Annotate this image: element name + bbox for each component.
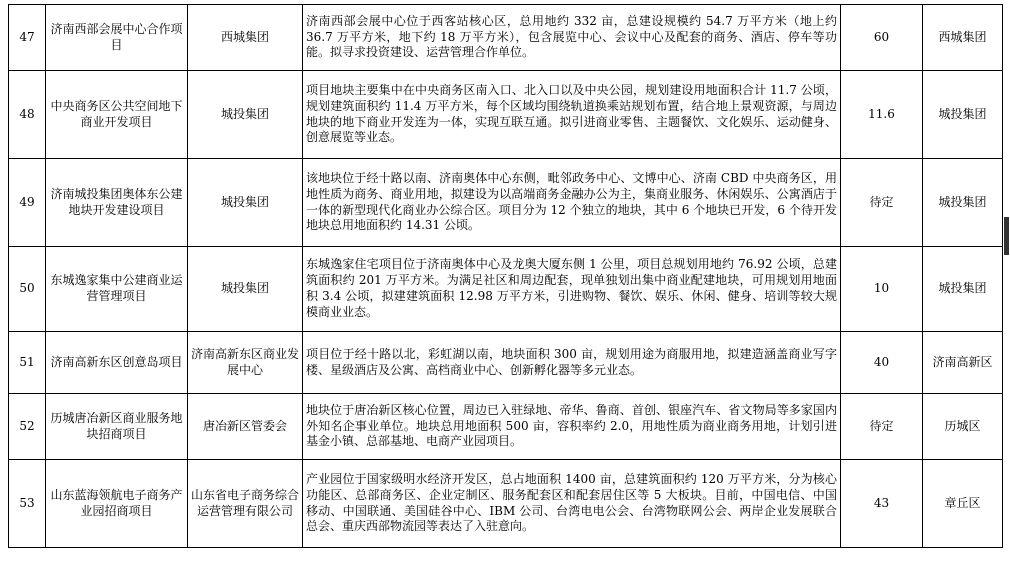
investment-amount: 10 <box>841 247 923 332</box>
project-description: 该地块位于经十路以南、济南奥体中心东侧，毗邻政务中心、文博中心、济南 CBD 中央商务区，用地性质为商务、商业用地，拟建设为以高端商务金融办公为主，集商业服务、休闲娱乐、公寓酒店于一体的新型现代化商业办公综合区。项目分为 12 个独立的地块，其中 6 个地块已开发，6 个待开发地块总用地面积约 14.31 公顷。 <box>303 159 841 247</box>
project-name: 东城逸家集中公建商业运营管理项目 <box>46 247 188 332</box>
responsible-unit: 济南高新东区商业发展中心 <box>188 332 303 394</box>
scrollbar-thumb[interactable] <box>1004 217 1009 255</box>
project-description: 项目地块主要集中在中央商务区南入口、北入口以及中央公园，规划建设用地面积合计 11.7 公顷，规划建筑面积约 11.4 万平方米，每个区域均围绕轨道换乘站规划布置，结合地上景观资源，与周边地块的地下商业开发连为一体，实现互联互通。拟引进商业零售、主题餐饮、文化娱乐、运动健身、创意展览等业态。 <box>303 71 841 159</box>
row-number: 48 <box>9 71 46 159</box>
row-number: 52 <box>9 394 46 460</box>
project-name: 山东蓝海领航电子商务产业园招商项目 <box>46 460 188 548</box>
project-location: 章丘区 <box>923 460 1003 548</box>
project-description: 济南西部会展中心位于西客站核心区，总用地约 332 亩，总建设规模约 54.7 万平方米（地上约 36.7 万平方米，地下约 18 万平方米），包含展览中心、会议中心及配套的商务、酒店、停车等功能。拟寻求投资建设、运营管理合作单位。 <box>303 5 841 71</box>
table-row <box>9 460 1003 548</box>
responsible-unit: 城投集团 <box>188 71 303 159</box>
investment-amount: 待定 <box>841 394 923 460</box>
project-description: 地块位于唐冶新区核心位置，周边已入驻绿地、帝华、鲁商、首创、银座汽车、省文物局等多家国内外知名企事业单位。地块总用地面积 500 亩，容积率约 2.0，用地性质为商业商务用地，计划引进基金小镇、总部基地、电商产业园项目。 <box>303 394 841 460</box>
table-row <box>9 394 1003 460</box>
project-name: 济南西部会展中心合作项目 <box>46 5 188 71</box>
project-location: 城投集团 <box>923 159 1003 247</box>
row-number: 53 <box>9 460 46 548</box>
table-row <box>9 5 1003 71</box>
table-row <box>9 332 1003 394</box>
project-location: 历城区 <box>923 394 1003 460</box>
row-number: 50 <box>9 247 46 332</box>
responsible-unit: 城投集团 <box>188 247 303 332</box>
project-location: 城投集团 <box>923 247 1003 332</box>
table-row <box>9 71 1003 159</box>
row-number: 49 <box>9 159 46 247</box>
investment-amount: 43 <box>841 460 923 548</box>
responsible-unit: 唐冶新区管委会 <box>188 394 303 460</box>
project-name: 中央商务区公共空间地下商业开发项目 <box>46 71 188 159</box>
project-description: 项目位于经十路以北，彩虹湖以南，地块面积 300 亩，规划用途为商服用地，拟建造涵盖商业写字楼、星级酒店及公寓、高档商业中心、创新孵化器等多元业态。 <box>303 332 841 394</box>
project-description: 产业园位于国家级明水经济开发区，总占地面积 1400 亩，总建筑面积约 120 万平方米，分为核心功能区、总部商务区、企业定制区、服务配套区和配套居住区等 5 大板块。目前，中国电信、中国移动、中国联通、美国硅谷中心、IBM 公司、台湾电电公会、台湾物联网公会、两岸企业发展联合总会、重庆西部物流园等表达了入驻意向。 <box>303 460 841 548</box>
project-location: 城投集团 <box>923 71 1003 159</box>
project-name: 济南城投集团奥体东公建地块开发建设项目 <box>46 159 188 247</box>
investment-amount: 40 <box>841 332 923 394</box>
project-location: 济南高新区 <box>923 332 1003 394</box>
row-number: 51 <box>9 332 46 394</box>
project-name: 济南高新东区创意岛项目 <box>46 332 188 394</box>
responsible-unit: 山东省电子商务综合运营管理有限公司 <box>188 460 303 548</box>
table-row <box>9 159 1003 247</box>
project-name: 历城唐冶新区商业服务地块招商项目 <box>46 394 188 460</box>
project-location: 西城集团 <box>923 5 1003 71</box>
investment-amount: 11.6 <box>841 71 923 159</box>
project-description: 东城逸家住宅项目位于济南奥体中心及龙奥大厦东侧 1 公里，项目总规划用地约 76.92 公顷，总建筑面积约 201 万平方米。为满足社区和周边配套，现单独划出集中商业配建地块，可用规划用地面积 3.4 公顷，拟建建筑面积 12.98 万平方米，引进购物、餐饮、娱乐、休闲、健身、培训等较大规模商业业态。 <box>303 247 841 332</box>
table-row <box>9 247 1003 332</box>
responsible-unit: 西城集团 <box>188 5 303 71</box>
investment-amount: 60 <box>841 5 923 71</box>
row-number: 47 <box>9 5 46 71</box>
responsible-unit: 城投集团 <box>188 159 303 247</box>
investment-amount: 待定 <box>841 159 923 247</box>
project-table <box>8 4 1003 548</box>
